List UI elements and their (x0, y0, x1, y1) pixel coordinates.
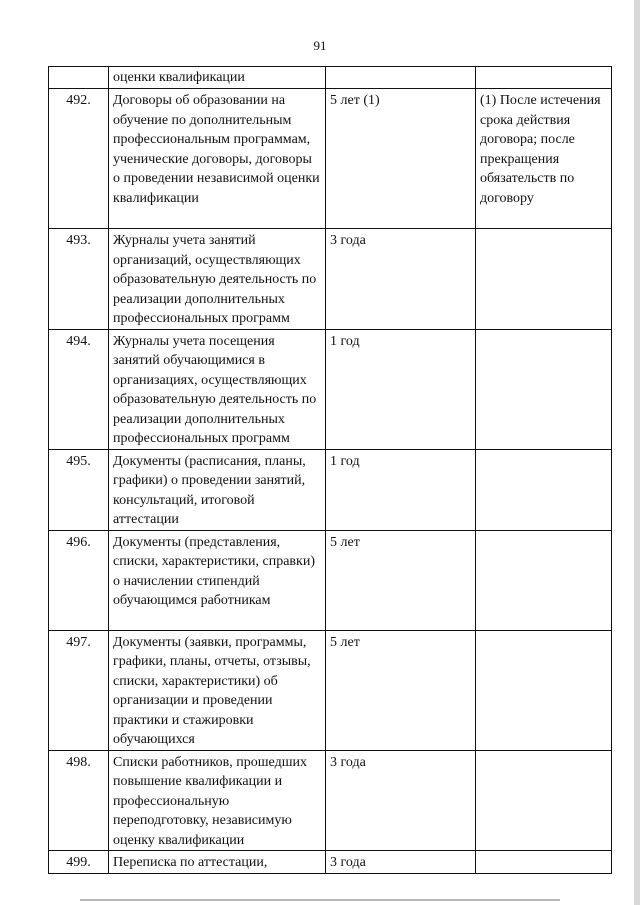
cell-document-name: Документы (представления, списки, характеристики, справки) о начислении стипендий обучающимся работникам (109, 530, 326, 630)
table-row (49, 329, 612, 449)
cell-note (476, 750, 612, 851)
table-row (49, 750, 612, 851)
cell-number (49, 67, 109, 89)
cell-number: 495. (49, 449, 109, 530)
cell-note: (1) После истечения срока действия договора; после прекращения обязательств по договору (476, 89, 612, 229)
cell-retention-term: 5 лет (326, 530, 476, 630)
cell-retention-term: 3 года (326, 750, 476, 851)
scan-edge-shadow (634, 0, 640, 905)
cell-document-name: Документы (заявки, программы, графики, планы, отчеты, отзывы, списки, характеристики) об организации и проведении практики и стажировки обучающихся (109, 630, 326, 750)
cell-note (476, 67, 612, 89)
cell-retention-term: 3 года (326, 851, 476, 874)
cell-retention-term: 1 год (326, 329, 476, 449)
cell-number: 494. (49, 329, 109, 449)
cell-retention-term (326, 67, 476, 89)
cell-document-name: Договоры об образовании на обучение по дополнительным профессиональным программам, ученические договоры, договоры о проведении независимой оценки квалификации (109, 89, 326, 229)
cell-number: 499. (49, 851, 109, 874)
cell-retention-term: 5 лет (1) (326, 89, 476, 229)
table-row (49, 630, 612, 750)
cell-note (476, 449, 612, 530)
table-row-continuation (49, 67, 612, 89)
cell-note (476, 329, 612, 449)
cell-note (476, 229, 612, 330)
cell-number: 492. (49, 89, 109, 229)
scan-bottom-line (80, 899, 560, 901)
table-row (49, 449, 612, 530)
cell-note (476, 630, 612, 750)
table-row (49, 530, 612, 630)
table-row (49, 851, 612, 874)
cell-retention-term: 1 год (326, 449, 476, 530)
cell-document-name: Переписка по аттестации, (109, 851, 326, 874)
cell-retention-term: 5 лет (326, 630, 476, 750)
cell-document-name: Журналы учета посещения занятий обучающимися в организациях, осуществляющих образовательную деятельность по реализации дополнительных профессиональных программ (109, 329, 326, 449)
cell-document-name: Журналы учета занятий организаций, осуществляющих образовательную деятельность по реализации дополнительных профессиональных программ (109, 229, 326, 330)
cell-number: 493. (49, 229, 109, 330)
cell-number: 497. (49, 630, 109, 750)
cell-retention-term: 3 года (326, 229, 476, 330)
cell-document-name: оценки квалификации (109, 67, 326, 89)
cell-note (476, 851, 612, 874)
cell-document-name: Списки работников, прошедших повышение квалификации и профессиональную переподготовку, независимую оценку квалификации (109, 750, 326, 851)
cell-note (476, 530, 612, 630)
table-row (49, 229, 612, 330)
table-row (49, 89, 612, 229)
page-number: 91 (313, 38, 327, 53)
document-table (48, 66, 612, 874)
cell-document-name: Документы (расписания, планы, графики) о проведении занятий, консультаций, итоговой аттестации (109, 449, 326, 530)
cell-number: 498. (49, 750, 109, 851)
cell-number: 496. (49, 530, 109, 630)
